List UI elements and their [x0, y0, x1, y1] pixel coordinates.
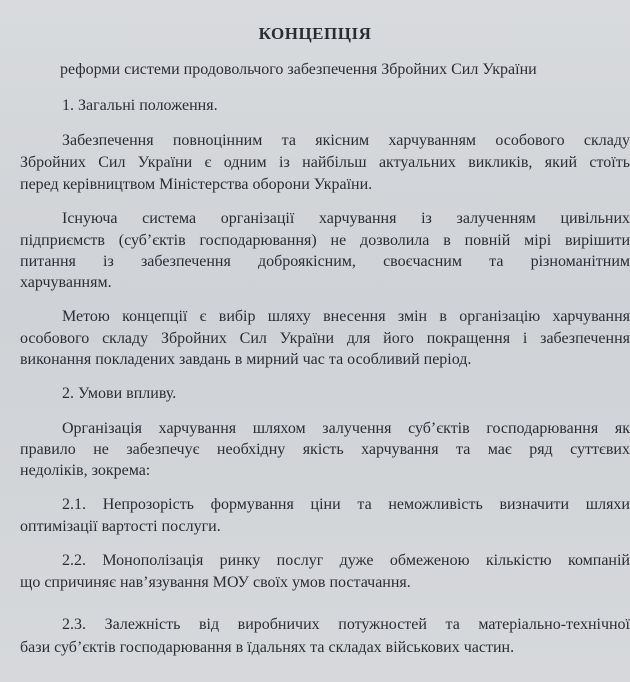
paragraph-line: Забезпечення повноцінним та якісним харчуванням особового складу — [62, 132, 630, 149]
paragraph-line: питання із забезпечення доброякісним, своєчасним та різноманітним — [20, 253, 630, 270]
paragraph-line: виконання покладених завдань в мирний час та особливий період. — [20, 351, 472, 368]
section-heading-conditions: 2. Умови впливу. — [62, 385, 177, 402]
list-item-2-3: 2.3. Залежність від виробничих потужностей та матеріально-технічної — [62, 616, 630, 633]
paragraph-line: особового складу Збройних Сил України для його покращення і забезпечення — [20, 330, 630, 347]
list-item-2-1: 2.1. Непрозорість формування ціни та неможливість визначити шляхи — [62, 496, 630, 513]
paragraph-line: Збройних Сил України є одним із найбільш актуальних викликів, який стоїть — [20, 154, 630, 171]
paragraph-line: недоліків, зокрема: — [20, 462, 151, 479]
document-title: КОНЦЕПЦІЯ — [258, 24, 372, 43]
document-subtitle: реформи системи продовольчого забезпечення Збройних Сил України — [60, 61, 537, 78]
paragraph-line: перед керівництвом Міністерства оборони України. — [20, 176, 373, 193]
list-item-2-3-cont: бази суб’єктів господарювання в їдальнях та складах військових частин. — [20, 639, 515, 656]
paragraph-line: підприємств (суб’єктів господарювання) не дозволила в повній мірі вирішити — [20, 232, 630, 249]
list-item-2-1-cont: оптимізації вартості послуги. — [20, 518, 221, 535]
paragraph-line: харчуванням. — [20, 274, 112, 291]
list-item-2-2-cont: що спричиняє нав’язування МОУ своїх умов постачання. — [20, 574, 411, 591]
section-heading-general: 1. Загальні положення. — [62, 97, 218, 114]
list-item-2-2: 2.2. Монополізація ринку послуг дуже обмеженою кількістю компаній — [62, 552, 630, 569]
paragraph-line: Метою концепції є вибір шляху внесення змін в організацію харчування — [62, 308, 630, 325]
paragraph-line: правило не забезпечує необхідну якість харчування та має ряд суттєвих — [20, 441, 630, 458]
paragraph-line: Існуюча система організації харчування із залученням цивільних — [62, 210, 630, 227]
paragraph-line: Організація харчування шляхом залучення суб’єктів господарювання як — [62, 420, 630, 437]
